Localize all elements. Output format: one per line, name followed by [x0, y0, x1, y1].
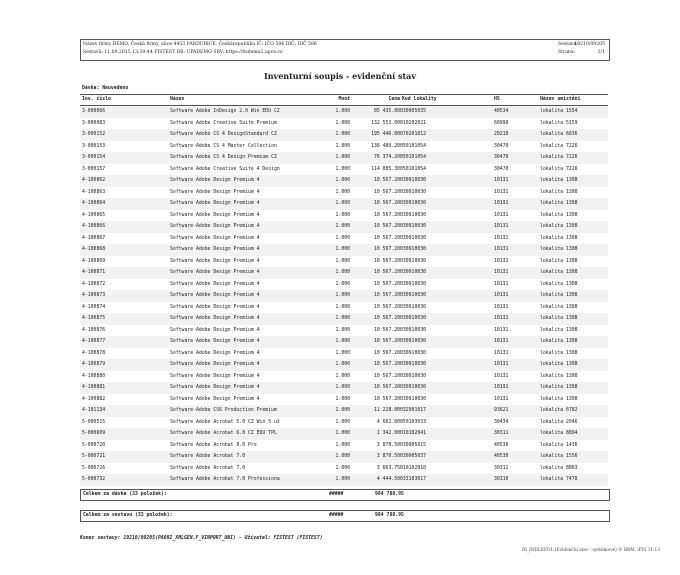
- cell-umisteni: lokalita 5159: [540, 120, 578, 126]
- cell-inv: 4-100882: [82, 396, 106, 402]
- cell-hs: 10131: [494, 396, 509, 402]
- table-row: [80, 417, 608, 429]
- cell-mnoz: 1.000: [335, 304, 350, 310]
- cell-mnoz: 1.000: [335, 132, 350, 137]
- cell-umisteni: lokalita 1308: [540, 316, 578, 321]
- cell-umisteni: lokalita 1436: [540, 442, 578, 448]
- cell-inv: 4-100864: [82, 201, 106, 206]
- cell-hs: 10131: [494, 235, 509, 241]
- cell-mnoz: 1.000: [335, 454, 350, 459]
- cell-mnoz: 1.000: [335, 109, 350, 114]
- cell-nazev: Software Adobe Design Premium 4: [170, 373, 260, 379]
- table-row: [80, 463, 608, 475]
- cell-mnoz: 1.000: [335, 350, 350, 356]
- cell-mnoz: 1.000: [335, 373, 350, 379]
- cell-inv: 3-000152: [82, 132, 106, 137]
- cell-inv: 5-000726: [82, 465, 106, 471]
- cell-umisteni: lokalita 1554: [540, 109, 578, 114]
- cell-cena: 11 228.00: [374, 408, 400, 413]
- col-hs: HS: [494, 97, 500, 102]
- table-row: [80, 129, 608, 141]
- cell-mnoz: 1.000: [335, 247, 350, 252]
- cell-cena: 10 567.20: [374, 178, 400, 183]
- company-info: Název firmy DEMO, Česká firmy, ulice 4453 PARDUBICE, Českárepublika IČ: IČO 584 DIČ: DIČ 586: [83, 42, 317, 47]
- cell-kod: 030910030: [400, 270, 426, 275]
- cell-nazev: Software Adobe Design Premium 4: [170, 235, 260, 241]
- table-row: [80, 187, 608, 199]
- cell-nazev: Software Adobe Acrobat 7.0: [170, 454, 246, 459]
- cell-inv: 4-100877: [82, 339, 106, 344]
- cell-inv: 4-100862: [82, 178, 106, 183]
- cell-kod: 030910030: [400, 373, 426, 379]
- cell-nazev: Software Adobe Design Premium 4: [170, 258, 260, 264]
- cell-umisteni: lokalita 2046: [540, 419, 578, 425]
- cell-hs: 10131: [494, 212, 509, 218]
- cell-umisteni: lokalita 1308: [540, 258, 578, 264]
- table-row: [80, 141, 608, 153]
- cell-nazev: Software Adobe Design Premium 4: [170, 396, 260, 402]
- sum-davka-hash: #####: [329, 492, 344, 497]
- cell-kod: 030910030: [400, 385, 426, 390]
- cell-kod: 050103033: [400, 419, 426, 425]
- cell-nazev: Software Adobe Design Premium 4: [170, 339, 260, 344]
- cell-mnoz: 1.000: [335, 143, 350, 149]
- cell-hs: 30434: [494, 419, 509, 425]
- sum-davka: [80, 489, 610, 501]
- table-row: [80, 164, 608, 176]
- report-header: [80, 39, 610, 61]
- cell-cena: 3 663.75: [376, 465, 400, 471]
- cell-kod: 030910030: [400, 339, 426, 344]
- table-row: [80, 405, 608, 417]
- table-row: [80, 394, 608, 406]
- cell-cena: 10 567.20: [374, 327, 400, 333]
- cell-cena: 10 567.20: [374, 201, 400, 206]
- col-nazev: Název: [170, 97, 185, 102]
- table-row: [80, 210, 608, 222]
- cell-hs: 30311: [494, 465, 509, 471]
- cell-mnoz: 1.000: [335, 120, 350, 126]
- cell-inv: 4-100874: [82, 304, 106, 310]
- cell-mnoz: 1.000: [335, 396, 350, 402]
- cell-inv: 4-100873: [82, 293, 106, 298]
- cell-cena: 132 553.00: [371, 120, 400, 126]
- cell-inv: 3-000083: [82, 120, 106, 126]
- cell-cena: 10 567.20: [374, 189, 400, 195]
- cell-mnoz: 1.000: [335, 166, 350, 172]
- cell-cena: 10 567.20: [374, 385, 400, 390]
- cell-mnoz: 1.000: [335, 339, 350, 344]
- table-row: [80, 256, 608, 268]
- table-row: [80, 244, 608, 256]
- cell-hs: 30470: [494, 166, 509, 172]
- table-row: [80, 348, 608, 360]
- col-cena: Cena: [388, 97, 400, 102]
- cell-cena: 136 489.20: [371, 143, 400, 149]
- cell-mnoz: 1.000: [335, 442, 350, 448]
- sum-sestava-value: 984 788.95: [375, 513, 404, 518]
- cell-inv: 4-101134: [82, 408, 106, 413]
- cell-inv: 4-100878: [82, 350, 106, 356]
- cell-mnoz: 1.000: [335, 281, 350, 287]
- cell-inv: 5-000732: [82, 477, 106, 482]
- cell-hs: 30310: [494, 477, 509, 482]
- cell-nazev: Software Adobe Design Premium 4: [170, 293, 260, 298]
- cell-inv: 4-100872: [82, 281, 106, 287]
- cell-nazev: Software Adobe InDesign 2.0 Win EDU CZ: [170, 109, 280, 114]
- cell-nazev: Software Adobe Design Premium 4: [170, 385, 260, 390]
- cell-hs: 20210: [494, 132, 509, 137]
- cell-cena: 4 662.00: [376, 419, 400, 425]
- cell-kod: 030910030: [400, 224, 426, 229]
- cell-umisteni: lokalita 1308: [540, 247, 578, 252]
- table-row: [80, 302, 608, 314]
- cell-inv: 4-100881: [82, 385, 106, 390]
- cell-inv: 3-000154: [82, 155, 106, 160]
- cell-kod: 032901017: [400, 408, 426, 413]
- sum-sestava-label: Celkem za sestavu (33 položek):: [83, 513, 173, 518]
- cell-kod: 030910030: [400, 247, 426, 252]
- cell-umisteni: lokalita 1308: [540, 281, 578, 287]
- cell-cena: 10 567.20: [374, 362, 400, 367]
- cell-umisteni: lokalita 6836: [540, 132, 578, 137]
- cell-kod: 030910030: [400, 189, 426, 195]
- cell-inv: 5-000515: [82, 419, 106, 425]
- cell-cena: 3 870.50: [376, 442, 400, 448]
- cell-nazev: Software Adobe Design Premium 4: [170, 316, 260, 321]
- cell-mnoz: 1.000: [335, 201, 350, 206]
- cell-nazev: Software Adobe Creative Suite Premium: [170, 120, 277, 126]
- cell-cena: 10 567.20: [374, 293, 400, 298]
- cell-umisteni: lokalita 1308: [540, 385, 578, 390]
- cell-cena: 114 085.30: [371, 166, 400, 172]
- sestava-label: Sestava:: [558, 42, 578, 47]
- cell-cena: 85 435.00: [374, 109, 400, 114]
- cell-hs: 10131: [494, 385, 509, 390]
- cell-nazev: Software Adobe CS 4 Master Collection: [170, 143, 277, 149]
- col-mnoz: Množ: [338, 97, 350, 102]
- cell-umisteni: lokalita 1308: [540, 293, 578, 298]
- cell-kod: 030910030: [400, 212, 426, 218]
- cell-hs: 10131: [494, 270, 509, 275]
- cell-umisteni: lokalita 7226: [540, 155, 578, 160]
- cell-hs: 30470: [494, 143, 509, 149]
- cell-hs: 10131: [494, 316, 509, 321]
- col-kod: Kod lokality: [402, 97, 437, 102]
- cell-hs: 40530: [494, 442, 509, 448]
- cell-umisteni: lokalita 1308: [540, 189, 578, 195]
- author-info: Sestavil: 11.09.2015 13:39:44 FISTEST DB: UPADEMO SRV: https://fisdemo2.upce.cz: [83, 50, 283, 55]
- cell-inv: 3-000157: [82, 166, 106, 172]
- sestava-value: 19210/09205: [574, 42, 605, 47]
- cell-hs: 10131: [494, 373, 509, 379]
- cell-mnoz: 1.000: [335, 235, 350, 241]
- cell-umisteni: lokalita 1556: [540, 454, 578, 459]
- cell-kod: 030910030: [400, 396, 426, 402]
- cell-kod: 030910030: [400, 304, 426, 310]
- cell-umisteni: lokalita 1308: [540, 212, 578, 218]
- cell-umisteni: lokalita 1308: [540, 339, 578, 344]
- cell-nazev: Software Adobe Design Premium 4: [170, 247, 260, 252]
- cell-nazev: Software Adobe Acrobat 7.0 Professiona: [170, 477, 280, 482]
- cell-inv: 4-100879: [82, 362, 106, 367]
- cell-mnoz: 1.000: [335, 224, 350, 229]
- col-umisteni: Název umístění: [540, 97, 581, 102]
- cell-hs: 30470: [494, 155, 509, 160]
- cell-umisteni: lokalita 1308: [540, 224, 578, 229]
- table-row: [80, 371, 608, 383]
- cell-nazev: Software Adobe Design Premium 4: [170, 350, 260, 356]
- cell-kod: 030910030: [400, 258, 426, 264]
- strana-value: 1/1: [597, 50, 605, 55]
- cell-umisteni: lokalita 8894: [540, 431, 578, 436]
- cell-kod: 030910030: [400, 362, 426, 367]
- cell-inv: 4-100875: [82, 316, 106, 321]
- cell-kod: 030910030: [400, 350, 426, 356]
- cell-mnoz: 1.000: [335, 316, 350, 321]
- table-row: [80, 440, 608, 452]
- cell-nazev: Software Adobe Acrobat 6.0 CZ EDU TPL: [170, 431, 277, 436]
- cell-cena: 10 567.20: [374, 350, 400, 356]
- cell-mnoz: 1.000: [335, 419, 350, 425]
- table-row: [80, 359, 608, 371]
- cell-mnoz: 1.000: [335, 212, 350, 218]
- cell-umisteni: lokalita 7226: [540, 143, 578, 149]
- cell-hs: 40534: [494, 109, 509, 114]
- sum-sestava: [80, 510, 610, 522]
- cell-kod: 030910030: [400, 235, 426, 241]
- cell-hs: 10131: [494, 339, 509, 344]
- cell-nazev: Software Adobe Design Premium 4: [170, 178, 260, 183]
- table-row: [80, 313, 608, 325]
- cell-mnoz: 1.000: [335, 258, 350, 264]
- cell-cena: 10 567.20: [374, 235, 400, 241]
- cell-inv: 5-000609: [82, 431, 106, 436]
- cell-nazev: Software Adobe Design Premium 4: [170, 189, 260, 195]
- table-row: [80, 290, 608, 302]
- table-row: [80, 198, 608, 210]
- cell-kod: 030905035: [400, 109, 426, 114]
- cell-umisteni: lokalita 1308: [540, 201, 578, 206]
- cell-mnoz: 1.000: [335, 270, 350, 275]
- strana-label: Strana:: [558, 50, 576, 55]
- sum-davka-label: Celkem za dávka (33 položek):: [83, 492, 167, 497]
- cell-umisteni: lokalita 1308: [540, 235, 578, 241]
- table-row: [80, 474, 608, 486]
- cell-hs: 10131: [494, 327, 509, 333]
- cell-hs: 10131: [494, 281, 509, 287]
- cell-umisteni: lokalita 1308: [540, 373, 578, 379]
- table-row: [80, 451, 608, 463]
- cell-hs: 10131: [494, 350, 509, 356]
- cell-kod: 030910030: [400, 178, 426, 183]
- cell-nazev: Software Adobe Design Premium 4: [170, 212, 260, 218]
- cell-mnoz: 1.000: [335, 477, 350, 482]
- report-end-note: Konec sestavy: 19210/09205(PA092_XMLGEN.F_VINPORT_UNI) - Uživatel: FISTEST (FISTEST): [80, 536, 323, 541]
- cell-umisteni: lokalita 1308: [540, 270, 578, 275]
- table-row: [80, 152, 608, 164]
- cell-nazev: Software Adobe Creative Suite 4 Design: [170, 166, 280, 172]
- inventory-table: [80, 94, 608, 486]
- cell-kod: 070201012: [400, 132, 426, 137]
- cell-inv: 4-100869: [82, 258, 106, 264]
- cell-hs: 10131: [494, 201, 509, 206]
- cell-cena: 76 374.20: [374, 155, 400, 160]
- table-row: [80, 325, 608, 337]
- cell-inv: 4-100867: [82, 235, 106, 241]
- cell-umisteni: lokalita 6782: [540, 408, 578, 413]
- cell-kod: 050101054: [400, 166, 426, 172]
- cell-hs: 60999: [494, 120, 509, 126]
- cell-umisteni: lokalita 8863: [540, 465, 578, 471]
- cell-nazev: Software Adobe Design Premium 4: [170, 362, 260, 367]
- cell-hs: 10131: [494, 224, 509, 229]
- cell-kod: 033103017: [400, 477, 426, 482]
- cell-nazev: Software Adobe Design Premium 4: [170, 304, 260, 310]
- table-row: [80, 428, 608, 440]
- cell-umisteni: lokalita 1308: [540, 304, 578, 310]
- cell-kod: 030910030: [400, 201, 426, 206]
- cell-hs: 10131: [494, 258, 509, 264]
- cell-hs: 10131: [494, 247, 509, 252]
- table-row: [80, 233, 608, 245]
- cell-kod: 050101054: [400, 155, 426, 160]
- table-row: [80, 267, 608, 279]
- cell-nazev: Software Adobe CS6 Production Premium: [170, 408, 277, 413]
- cell-kod: 030910030: [400, 281, 426, 287]
- cell-kod: 050101054: [400, 143, 426, 149]
- cell-kod: 030905037: [400, 454, 426, 459]
- cell-hs: 10131: [494, 178, 509, 183]
- col-inv: Inv. číslo: [82, 97, 111, 102]
- table-row: [80, 382, 608, 394]
- cell-nazev: Software Adobe Acrobat 7.0: [170, 465, 246, 471]
- cell-cena: 10 567.20: [374, 396, 400, 402]
- table-row: [80, 336, 608, 348]
- cell-umisteni: lokalita 7226: [540, 166, 578, 172]
- cell-kod: 030910030: [400, 293, 426, 298]
- cell-nazev: Software Adobe Acrobat 8.0 Pro: [170, 442, 257, 448]
- cell-cena: 10 567.20: [374, 281, 400, 287]
- cell-umisteni: lokalita 1308: [540, 362, 578, 367]
- cell-kod: 010102010: [400, 465, 426, 471]
- cell-kod: 030910030: [400, 316, 426, 321]
- sum-sestava-hash: #####: [329, 513, 344, 518]
- cell-hs: 10131: [494, 304, 509, 310]
- cell-mnoz: 1.000: [335, 408, 350, 413]
- cell-hs: 30311: [494, 431, 509, 436]
- cell-cena: 10 567.20: [374, 339, 400, 344]
- cell-umisteni: lokalita 1308: [540, 327, 578, 333]
- cell-nazev: Software Adobe Design Premium 4: [170, 201, 260, 206]
- cell-inv: 3-000066: [82, 109, 106, 114]
- cell-mnoz: 1.000: [335, 178, 350, 183]
- cell-nazev: Software Adobe CS 4 Design Premium CZ: [170, 155, 277, 160]
- table-row: [80, 221, 608, 233]
- cell-cena: 10 567.20: [374, 270, 400, 275]
- cell-cena: 1 342.00: [376, 431, 400, 436]
- cell-mnoz: 1.000: [335, 155, 350, 160]
- cell-umisteni: lokalita 1308: [540, 178, 578, 183]
- table-row: [80, 175, 608, 187]
- cell-mnoz: 1.000: [335, 362, 350, 367]
- cell-hs: 10131: [494, 189, 509, 195]
- cell-mnoz: 1.000: [335, 385, 350, 390]
- cell-cena: 10 567.20: [374, 224, 400, 229]
- cell-kod: 010202021: [400, 120, 426, 126]
- cell-cena: 10 567.20: [374, 304, 400, 310]
- cell-cena: 10 567.20: [374, 258, 400, 264]
- cell-kod: 030905015: [400, 442, 426, 448]
- cell-inv: 4-100876: [82, 327, 106, 333]
- cell-hs: 10131: [494, 293, 509, 298]
- cell-hs: 40530: [494, 454, 509, 459]
- cell-mnoz: 1.000: [335, 465, 350, 471]
- cell-inv: 5-000720: [82, 442, 106, 448]
- cell-kod: 010102041: [400, 431, 426, 436]
- cell-mnoz: 1.000: [335, 189, 350, 195]
- cell-hs: 10131: [494, 362, 509, 367]
- cell-mnoz: 1.000: [335, 293, 350, 298]
- cell-mnoz: 1.000: [335, 327, 350, 333]
- cell-cena: 10 567.20: [374, 373, 400, 379]
- cell-inv: 4-100863: [82, 189, 106, 195]
- cell-inv: 4-100865: [82, 212, 106, 218]
- table-row: [80, 279, 608, 291]
- table-row: [80, 106, 608, 118]
- cell-inv: 5-000721: [82, 454, 106, 459]
- table-body: [80, 106, 608, 486]
- cell-umisteni: lokalita 1308: [540, 396, 578, 402]
- cell-kod: 030910030: [400, 327, 426, 333]
- cell-umisteni: lokalita 1308: [540, 350, 578, 356]
- cell-cena: 10 567.20: [374, 316, 400, 321]
- cell-cena: 10 567.20: [374, 247, 400, 252]
- cell-nazev: Software Adobe Design Premium 4: [170, 327, 260, 333]
- cell-umisteni: lokalita 7478: [540, 477, 578, 482]
- cell-cena: 4 444.50: [376, 477, 400, 482]
- cell-inv: 3-000153: [82, 143, 106, 149]
- cell-cena: 3 870.50: [376, 454, 400, 459]
- table-header: [80, 94, 608, 106]
- cell-hs: 93621: [494, 408, 509, 413]
- cell-inv: 4-100866: [82, 224, 106, 229]
- cell-nazev: Software Adobe Design Premium 4: [170, 270, 260, 275]
- page-title: Inventurní soupis - evidenční stav: [264, 71, 416, 81]
- cell-nazev: Software Adobe Acrobat 5.0 CZ Win 5 už: [170, 419, 280, 425]
- table-row: [80, 118, 608, 130]
- cell-inv: 4-100868: [82, 247, 106, 252]
- cell-cena: 10 567.20: [374, 212, 400, 218]
- cell-mnoz: 1.000: [335, 431, 350, 436]
- davka-label: Dávka: Neuvedeno: [82, 86, 129, 91]
- cell-cena: 195 446.00: [371, 132, 400, 137]
- cell-nazev: Software Adobe CS 4 DesignStandard CZ: [170, 132, 277, 137]
- cell-inv: 4-100871: [82, 270, 106, 275]
- sum-davka-value: 984 788.95: [375, 492, 404, 497]
- footer-note: RI_INDLEFOL (Evidenční stav - systémové) © BBM, iFIS 11.13: [522, 548, 660, 553]
- cell-nazev: Software Adobe Design Premium 4: [170, 281, 260, 287]
- cell-inv: 4-100880: [82, 373, 106, 379]
- cell-nazev: Software Adobe Design Premium 4: [170, 224, 260, 229]
